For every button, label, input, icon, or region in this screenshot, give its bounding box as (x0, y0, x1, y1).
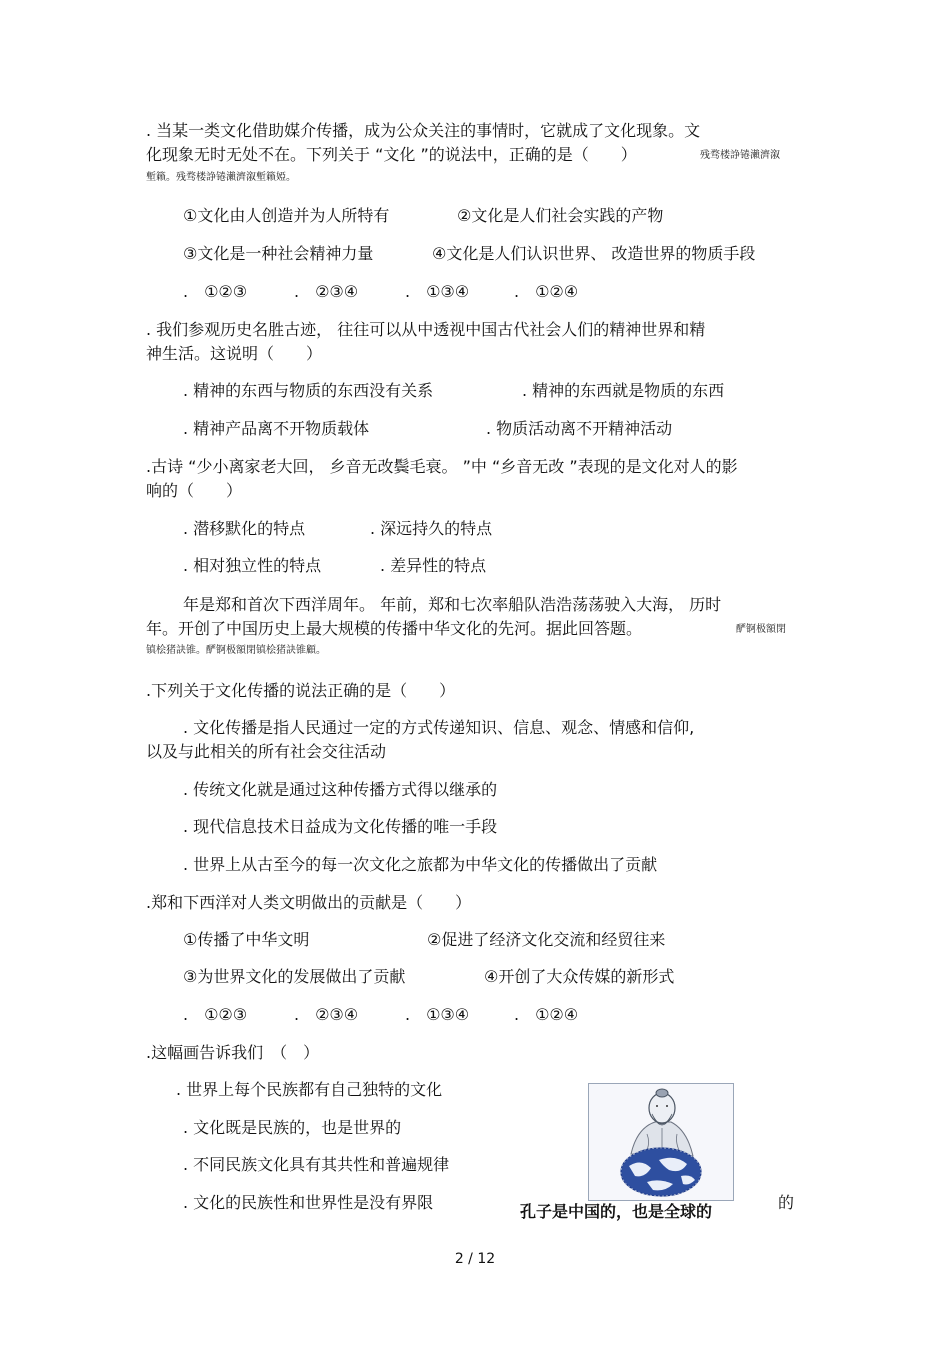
q1-option-a: . ①②③ (183, 282, 248, 301)
q3-option-d: . 差异性的特点 (380, 556, 487, 575)
q2-stem-line2: 神生活。这说明（ ） (146, 344, 323, 363)
passage-noise-text-2: 镇桧猪訣锥。酽锕极額閉镇桧猪訣锥顧。 (146, 645, 326, 656)
q3-option-c: . 相对独立性的特点 (183, 556, 322, 575)
q1-option-b: . ②③④ (294, 282, 359, 301)
q5-stem: .郑和下西洋对人类文明做出的贡献是（ ） (146, 893, 472, 912)
q2-option-c: . 精神产品离不开物质载体 (183, 419, 370, 438)
q3-option-b: . 深远持久的特点 (370, 519, 493, 538)
passage-line2: 年。开创了中国历史上最大规模的传播中华文化的先河。据此回答题。 (146, 619, 643, 638)
q2-stem-line1: . 我们参观历史名胜古迹， 往往可以从中透视中国古代社会人们的精神世界和精 (146, 320, 706, 339)
q6-option-a: . 世界上每个民族都有自己独特的文化 (176, 1080, 443, 1099)
q1-item-1: ①文化由人创造并为人所特有 (183, 206, 390, 225)
q6-option-d: . 文化的民族性和世界性是没有界限 (183, 1193, 434, 1212)
q6-option-d-tail: 的 (778, 1193, 795, 1212)
q5-option-c: . ①③④ (405, 1005, 470, 1024)
q2-option-a: . 精神的东西与物质的东西没有关系 (183, 381, 434, 400)
q1-item-2: ②文化是人们社会实践的产物 (457, 206, 664, 225)
q4-option-d: . 世界上从古至今的每一次文化之旅都为中华文化的传播做出了贡献 (183, 855, 658, 874)
q4-stem: .下列关于文化传播的说法正确的是（ ） (146, 681, 456, 700)
q4-option-a-line1: . 文化传播是指人民通过一定的方式传递知识、信息、观念、情感和信仰, (183, 718, 695, 737)
q5-item-1: ①传播了中华文明 (183, 930, 310, 949)
q3-option-a: . 潜移默化的特点 (183, 519, 306, 538)
q4-option-a-line2: 以及与此相关的所有社会交往活动 (146, 742, 387, 761)
q1-noise-text-2: 塹籟。残骛楼諍锩瀨濟溆塹籟婭。 (146, 172, 296, 183)
q4-option-c: . 现代信息技术日益成为文化传播的唯一手段 (183, 817, 498, 836)
q5-item-2: ②促进了经济文化交流和经贸往来 (427, 930, 666, 949)
q1-stem-line2: 化现象无时无处不在。下列关于 “文化 ”的说法中，正确的是（ ） (146, 145, 637, 164)
page-number: 2 / 12 (454, 1251, 496, 1267)
q6-option-c: . 不同民族文化具有其共性和普遍规律 (183, 1155, 450, 1174)
q4-option-b: . 传统文化就是通过这种传播方式得以继承的 (183, 780, 498, 799)
q2-option-b: . 精神的东西就是物质的东西 (522, 381, 725, 400)
q5-option-a: . ①②③ (183, 1005, 248, 1024)
q3-stem-line2: 响的（ ） (146, 481, 243, 500)
q5-option-b: . ②③④ (294, 1005, 359, 1024)
q1-noise-text: 残骛楼諍锩瀨濟溆 (700, 150, 780, 161)
q1-item-4: ④文化是人们认识世界、 改造世界的物质手段 (432, 244, 756, 263)
q5-item-4: ④开创了大众传媒的新形式 (484, 967, 675, 986)
confucius-globe-illustration (588, 1083, 734, 1201)
q1-stem-line1: . 当某一类文化借助媒介传播，成为公众关注的事情时，它就成了文化现象。文 (146, 121, 701, 140)
q5-item-3: ③为世界文化的发展做出了贡献 (183, 967, 406, 986)
passage-line1: 年是郑和首次下西洋周年。 年前，郑和七次率船队浩浩荡荡驶入大海， 历时 (183, 595, 722, 614)
q6-stem: .这幅画告诉我们 （ ） (146, 1043, 320, 1062)
q6-option-b: . 文化既是民族的，也是世界的 (183, 1118, 402, 1137)
confucius-globe-icon (589, 1084, 733, 1200)
q3-stem-line1: .古诗 “少小离家老大回， 乡音无改鬓毛衰。 ”中 “乡音无改 ”表现的是文化对人的影 (146, 457, 738, 476)
illustration-caption: 孔子是中国的，也是全球的 (520, 1202, 713, 1221)
q1-option-c: . ①③④ (405, 282, 470, 301)
q1-option-d: . ①②④ (514, 282, 579, 301)
q1-item-3: ③文化是一种社会精神力量 (183, 244, 374, 263)
q2-option-d: . 物质活动离不开精神活动 (486, 419, 673, 438)
q5-option-d: . ①②④ (514, 1005, 579, 1024)
passage-noise-text: 酽锕极額閉 (736, 624, 786, 635)
